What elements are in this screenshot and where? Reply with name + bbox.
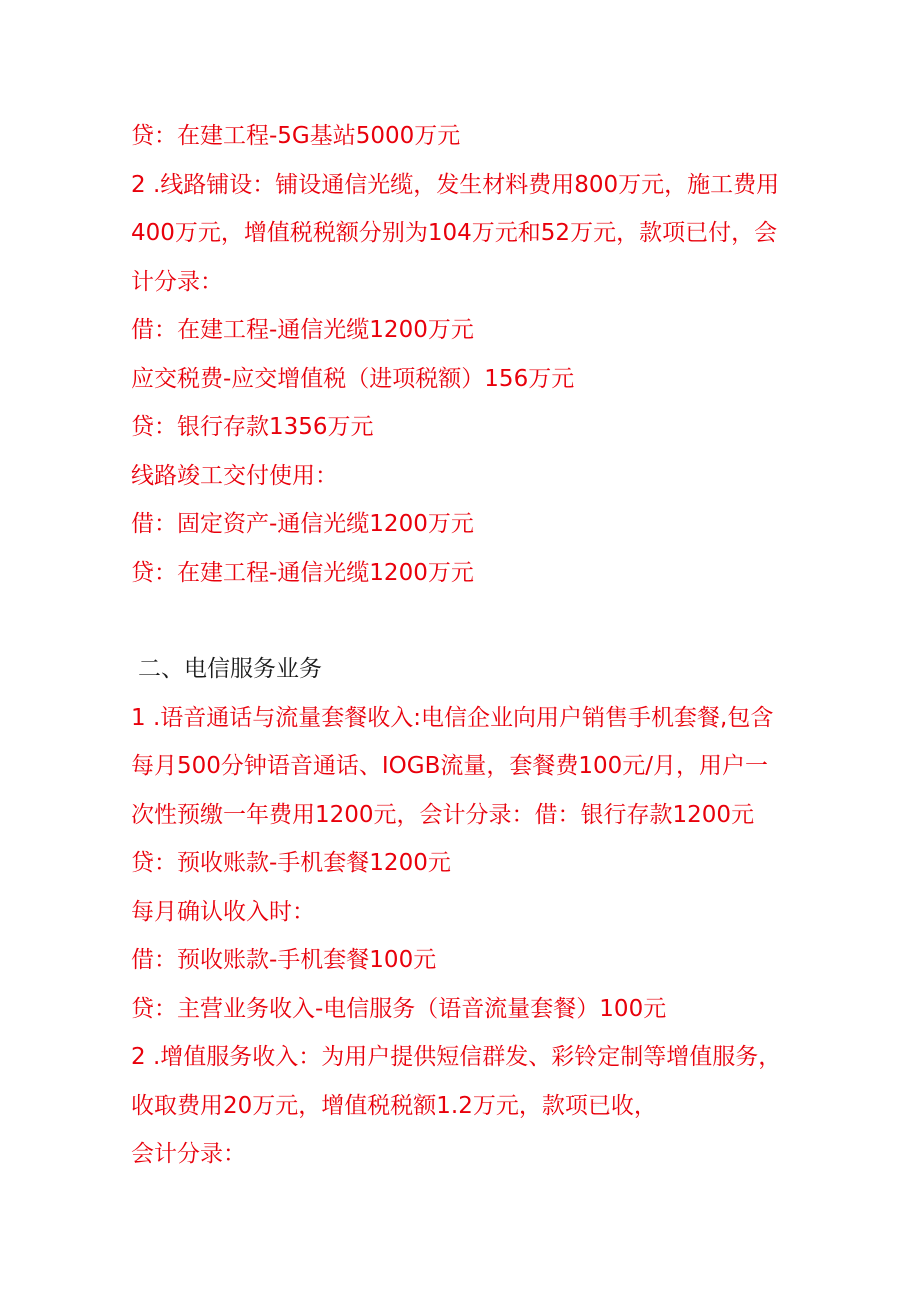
text-line: 贷：在建工程-5G基站5000万元	[131, 123, 461, 149]
text-line: 2 .增值服务收入：为用户提供短信群发、彩铃定制等增值服务，	[131, 1044, 782, 1070]
text-line: 400万元，增值税税额分别为104万元和52万元，款项已付，会	[131, 220, 778, 246]
text-line: 每月确认收入时：	[131, 898, 315, 925]
paragraph-gap	[131, 597, 820, 645]
text-line: 1 .语音通话与流量套餐收入:电信企业向用户销售手机套餐,包含	[131, 704, 774, 731]
text-line: 线路竣工交付使用：	[131, 462, 338, 489]
text-line: 次性预缴一年费用1200元，会计分录：借：银行存款1200元	[131, 801, 755, 828]
text-line: 2 .线路铺设：铺设通信光缆，发生材料费用800万元，施工费用	[131, 171, 780, 198]
text-line: 计分录：	[131, 268, 223, 295]
text-line: 会计分录：	[131, 1141, 246, 1167]
text-line: 借：在建工程-通信光缆1200万元	[131, 317, 474, 343]
section-heading: 二、电信服务业务	[138, 656, 322, 682]
text-line: 贷：预收账款-手机套餐1200元	[131, 850, 451, 876]
text-line: 收取费用20万元，增值税税额1.2万元，款项已收，	[131, 1092, 657, 1119]
text-line: 应交税费-应交增值税（进项税额）156万元	[131, 365, 575, 392]
text-line: 每月500分钟语音通话、IOGB流量，套餐费100元/月，用户一	[131, 753, 769, 779]
text-line: 借：预收账款-手机套餐100元	[131, 947, 437, 973]
text-line: 贷：在建工程-通信光缆1200万元	[131, 559, 474, 586]
text-line: 借：固定资产-通信光缆1200万元	[131, 511, 474, 537]
text-line: 贷：主营业务收入-电信服务（语音流量套餐）100元	[131, 995, 667, 1022]
text-line: 贷：银行存款1356万元	[131, 414, 374, 440]
